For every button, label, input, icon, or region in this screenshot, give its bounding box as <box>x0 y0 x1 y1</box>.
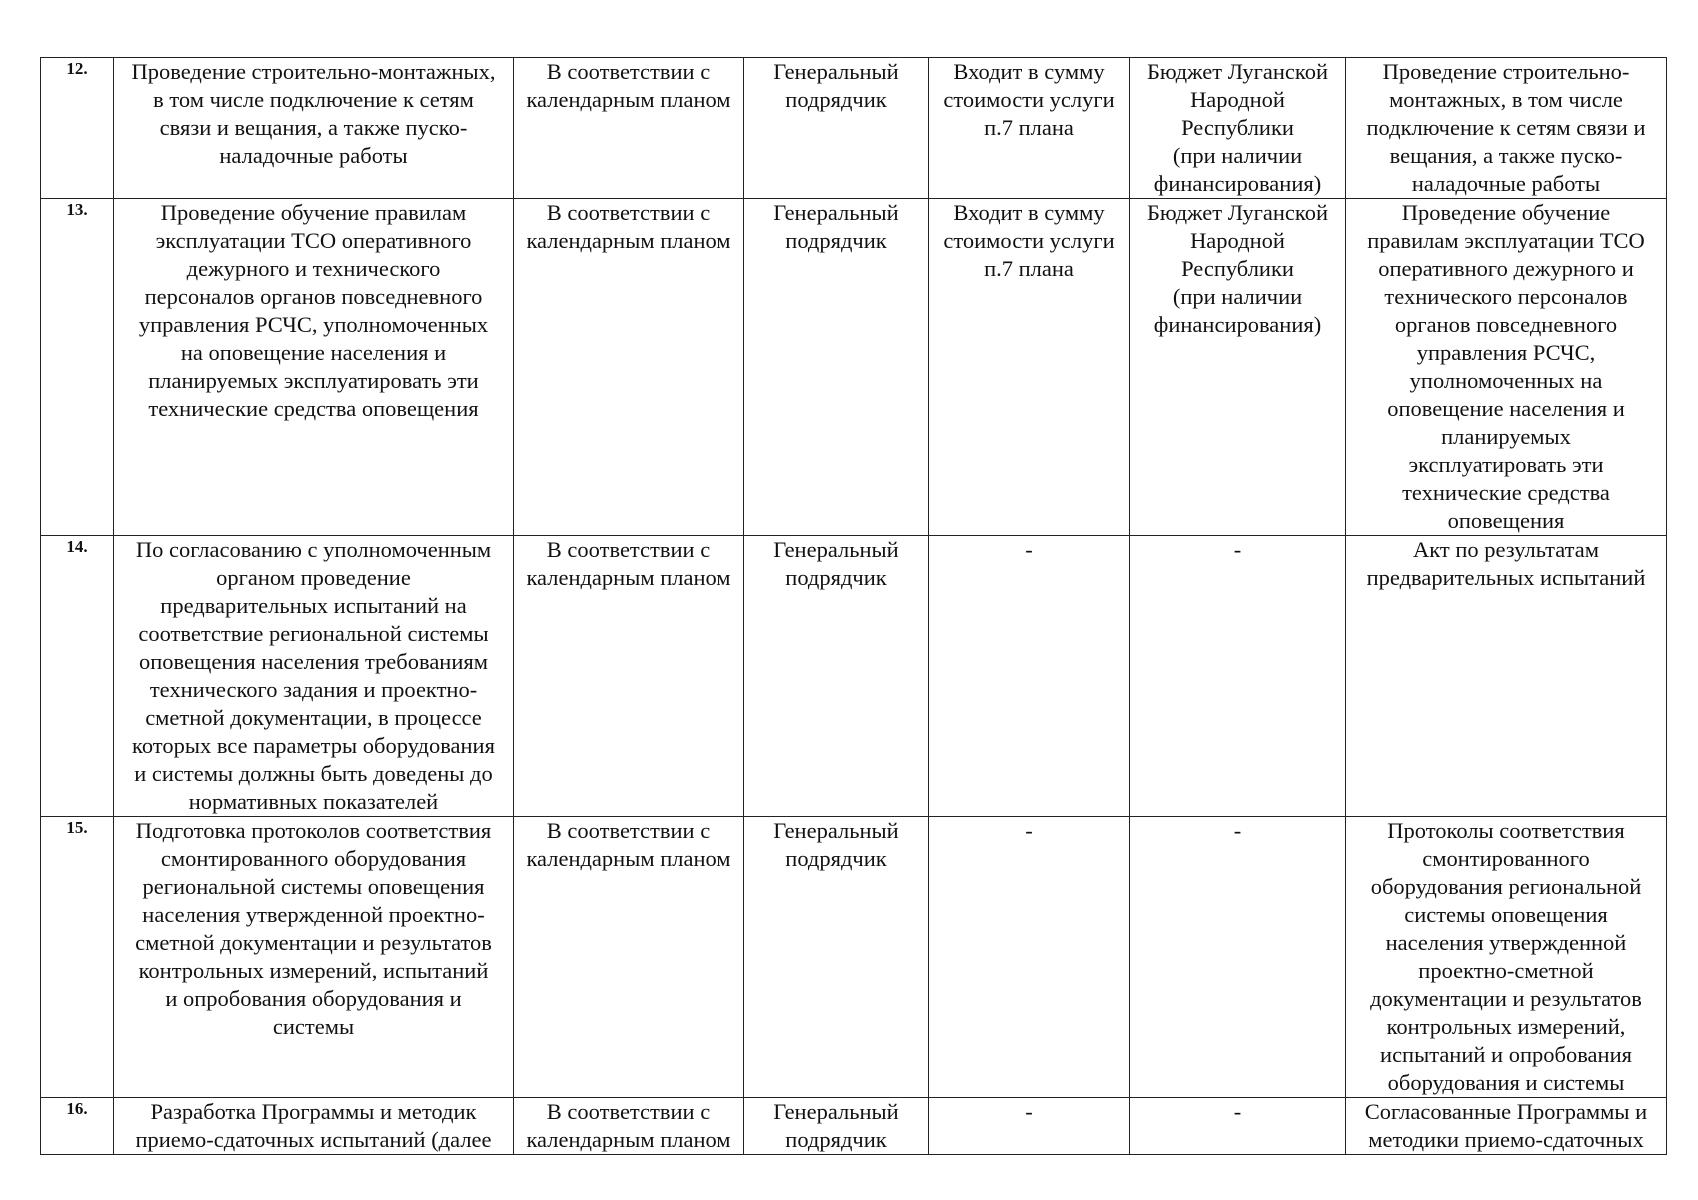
result-cell: Проведение строительно- монтажных, в том числе подключение к сетям связи и вещания, а также пуско- наладочные работы <box>1346 58 1667 199</box>
row-number: 13. <box>41 199 114 536</box>
cost-cell: Входит в сумму стоимости услуги п.7 плана <box>929 58 1130 199</box>
row-number: 15. <box>41 817 114 1098</box>
executor-cell: Генеральный подрядчик <box>744 199 929 536</box>
term-cell: В соответствии с календарным планом <box>514 199 744 536</box>
stage-cell: Подготовка протоколов соответствия смонтированного оборудования региональной системы оповещения населения утвержденной проектно- сметной документации и результатов контрольных измерений, испытаний и опробования оборудования и системы <box>114 817 514 1098</box>
funding-source-cell: Бюджет Луганской Народной Республики (при наличии финансирования) <box>1130 199 1346 536</box>
stage-cell: Проведение строительно-монтажных, в том числе подключение к сетям связи и вещания, а также пуско- наладочные работы <box>114 58 514 199</box>
row-number: 16. <box>41 1098 114 1155</box>
term-cell: В соответствии с календарным планом <box>514 817 744 1098</box>
term-cell: В соответствии с календарным планом <box>514 1098 744 1155</box>
stage-cell: Проведение обучение правилам эксплуатации ТСО оперативного дежурного и технического персоналов органов повседневного управления РСЧС, уполномоченных на оповещение населения и планируемых эксплуатировать эти технические средства оповещения <box>114 199 514 536</box>
term-cell: В соответствии с календарным планом <box>514 536 744 817</box>
result-cell: Проведение обучение правилам эксплуатации ТСО оперативного дежурного и технического персоналов органов повседневного управления РСЧС, уполномоченных на оповещение населения и планируемых эксплуатировать эти технические средства оповещения <box>1346 199 1667 536</box>
cost-cell: - <box>929 1098 1130 1155</box>
funding-source-cell: Бюджет Луганской Народной Республики (при наличии финансирования) <box>1130 58 1346 199</box>
cost-cell: Входит в сумму стоимости услуги п.7 плана <box>929 199 1130 536</box>
executor-cell: Генеральный подрядчик <box>744 536 929 817</box>
term-cell: В соответствии с календарным планом <box>514 58 744 199</box>
stage-cell: По согласованию с уполномоченным органом проведение предварительных испытаний на соответствие региональной системы оповещения населения требованиям технического задания и проектно- сметной документации, в процессе которых все параметры оборудования и системы должны быть доведены до нормативных показателей <box>114 536 514 817</box>
executor-cell: Генеральный подрядчик <box>744 817 929 1098</box>
result-cell: Акт по результатам предварительных испытаний <box>1346 536 1667 817</box>
row-number: 12. <box>41 58 114 199</box>
table-row <box>41 1098 1667 1155</box>
table-row <box>41 536 1667 817</box>
table-row <box>41 199 1667 536</box>
funding-source-cell: - <box>1130 536 1346 817</box>
work-plan-table <box>40 57 1667 1155</box>
result-cell: Протоколы соответствия смонтированного оборудования региональной системы оповещения населения утвержденной проектно-сметной документации и результатов контрольных измерений, испытаний и опробования оборудования и системы <box>1346 817 1667 1098</box>
document-page <box>40 57 1666 1155</box>
cost-cell: - <box>929 536 1130 817</box>
funding-source-cell: - <box>1130 817 1346 1098</box>
executor-cell: Генеральный подрядчик <box>744 1098 929 1155</box>
funding-source-cell: - <box>1130 1098 1346 1155</box>
table-row <box>41 58 1667 199</box>
cost-cell: - <box>929 817 1130 1098</box>
executor-cell: Генеральный подрядчик <box>744 58 929 199</box>
row-number: 14. <box>41 536 114 817</box>
table-row <box>41 817 1667 1098</box>
stage-cell: Разработка Программы и методик приемо-сдаточных испытаний (далее <box>114 1098 514 1155</box>
result-cell: Согласованные Программы и методики приемо-сдаточных <box>1346 1098 1667 1155</box>
